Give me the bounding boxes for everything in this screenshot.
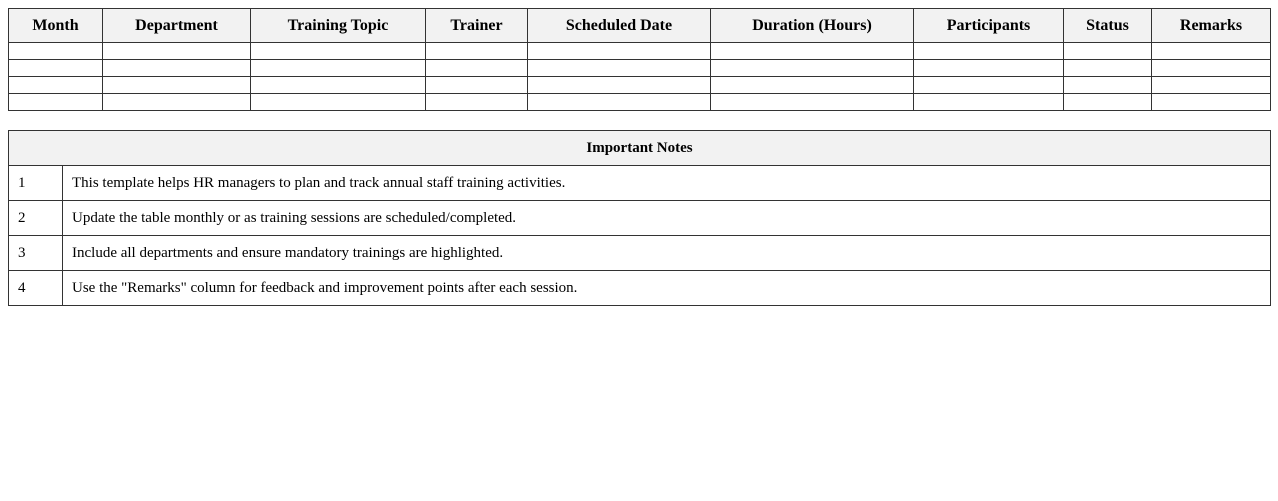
table-cell[interactable] bbox=[1152, 94, 1271, 111]
table-cell[interactable] bbox=[1064, 60, 1152, 77]
table-cell[interactable] bbox=[251, 94, 426, 111]
column-header-training-topic: Training Topic bbox=[251, 9, 426, 43]
column-header-scheduled-date: Scheduled Date bbox=[528, 9, 711, 43]
table-cell[interactable] bbox=[251, 77, 426, 94]
note-number: 1 bbox=[9, 166, 63, 201]
note-row bbox=[9, 236, 1271, 271]
table-cell[interactable] bbox=[9, 94, 103, 111]
note-text: Include all departments and ensure mandatory trainings are highlighted. bbox=[63, 236, 1271, 271]
note-row bbox=[9, 166, 1271, 201]
table-cell[interactable] bbox=[914, 94, 1064, 111]
note-text: This template helps HR managers to plan and track annual staff training activities. bbox=[63, 166, 1271, 201]
table-cell[interactable] bbox=[426, 77, 528, 94]
column-header-remarks: Remarks bbox=[1152, 9, 1271, 43]
table-cell[interactable] bbox=[528, 60, 711, 77]
table-cell[interactable] bbox=[528, 43, 711, 60]
table-row bbox=[9, 60, 1271, 77]
table-cell[interactable] bbox=[1152, 60, 1271, 77]
notes-title: Important Notes bbox=[9, 131, 1271, 166]
note-row bbox=[9, 271, 1271, 306]
note-number: 2 bbox=[9, 201, 63, 236]
column-header-status: Status bbox=[1064, 9, 1152, 43]
table-cell[interactable] bbox=[1152, 77, 1271, 94]
note-row bbox=[9, 201, 1271, 236]
notes-header-row bbox=[9, 131, 1271, 166]
table-cell[interactable] bbox=[1064, 94, 1152, 111]
table-cell[interactable] bbox=[103, 60, 251, 77]
table-cell[interactable] bbox=[426, 94, 528, 111]
table-cell[interactable] bbox=[103, 94, 251, 111]
table-cell[interactable] bbox=[251, 43, 426, 60]
table-cell[interactable] bbox=[251, 60, 426, 77]
table-header-row bbox=[9, 9, 1271, 43]
note-text: Update the table monthly or as training sessions are scheduled/completed. bbox=[63, 201, 1271, 236]
table-row bbox=[9, 94, 1271, 111]
table-cell[interactable] bbox=[711, 60, 914, 77]
column-header-participants: Participants bbox=[914, 9, 1064, 43]
table-cell[interactable] bbox=[1064, 77, 1152, 94]
table-cell[interactable] bbox=[1064, 43, 1152, 60]
table-cell[interactable] bbox=[103, 77, 251, 94]
table-row bbox=[9, 77, 1271, 94]
note-number: 4 bbox=[9, 271, 63, 306]
column-header-duration: Duration (Hours) bbox=[711, 9, 914, 43]
table-cell[interactable] bbox=[9, 43, 103, 60]
table-cell[interactable] bbox=[914, 77, 1064, 94]
table-cell[interactable] bbox=[914, 43, 1064, 60]
column-header-department: Department bbox=[103, 9, 251, 43]
column-header-trainer: Trainer bbox=[426, 9, 528, 43]
table-cell[interactable] bbox=[914, 60, 1064, 77]
note-text: Use the "Remarks" column for feedback and improvement points after each session. bbox=[63, 271, 1271, 306]
table-cell[interactable] bbox=[426, 60, 528, 77]
note-number: 3 bbox=[9, 236, 63, 271]
table-cell[interactable] bbox=[711, 94, 914, 111]
table-cell[interactable] bbox=[528, 77, 711, 94]
table-cell[interactable] bbox=[711, 43, 914, 60]
table-cell[interactable] bbox=[1152, 43, 1271, 60]
table-cell[interactable] bbox=[711, 77, 914, 94]
important-notes-table bbox=[8, 130, 1271, 306]
table-cell[interactable] bbox=[528, 94, 711, 111]
table-cell[interactable] bbox=[9, 77, 103, 94]
training-schedule-table bbox=[8, 8, 1271, 111]
table-row bbox=[9, 43, 1271, 60]
table-cell[interactable] bbox=[103, 43, 251, 60]
column-header-month: Month bbox=[9, 9, 103, 43]
table-cell[interactable] bbox=[426, 43, 528, 60]
table-cell[interactable] bbox=[9, 60, 103, 77]
